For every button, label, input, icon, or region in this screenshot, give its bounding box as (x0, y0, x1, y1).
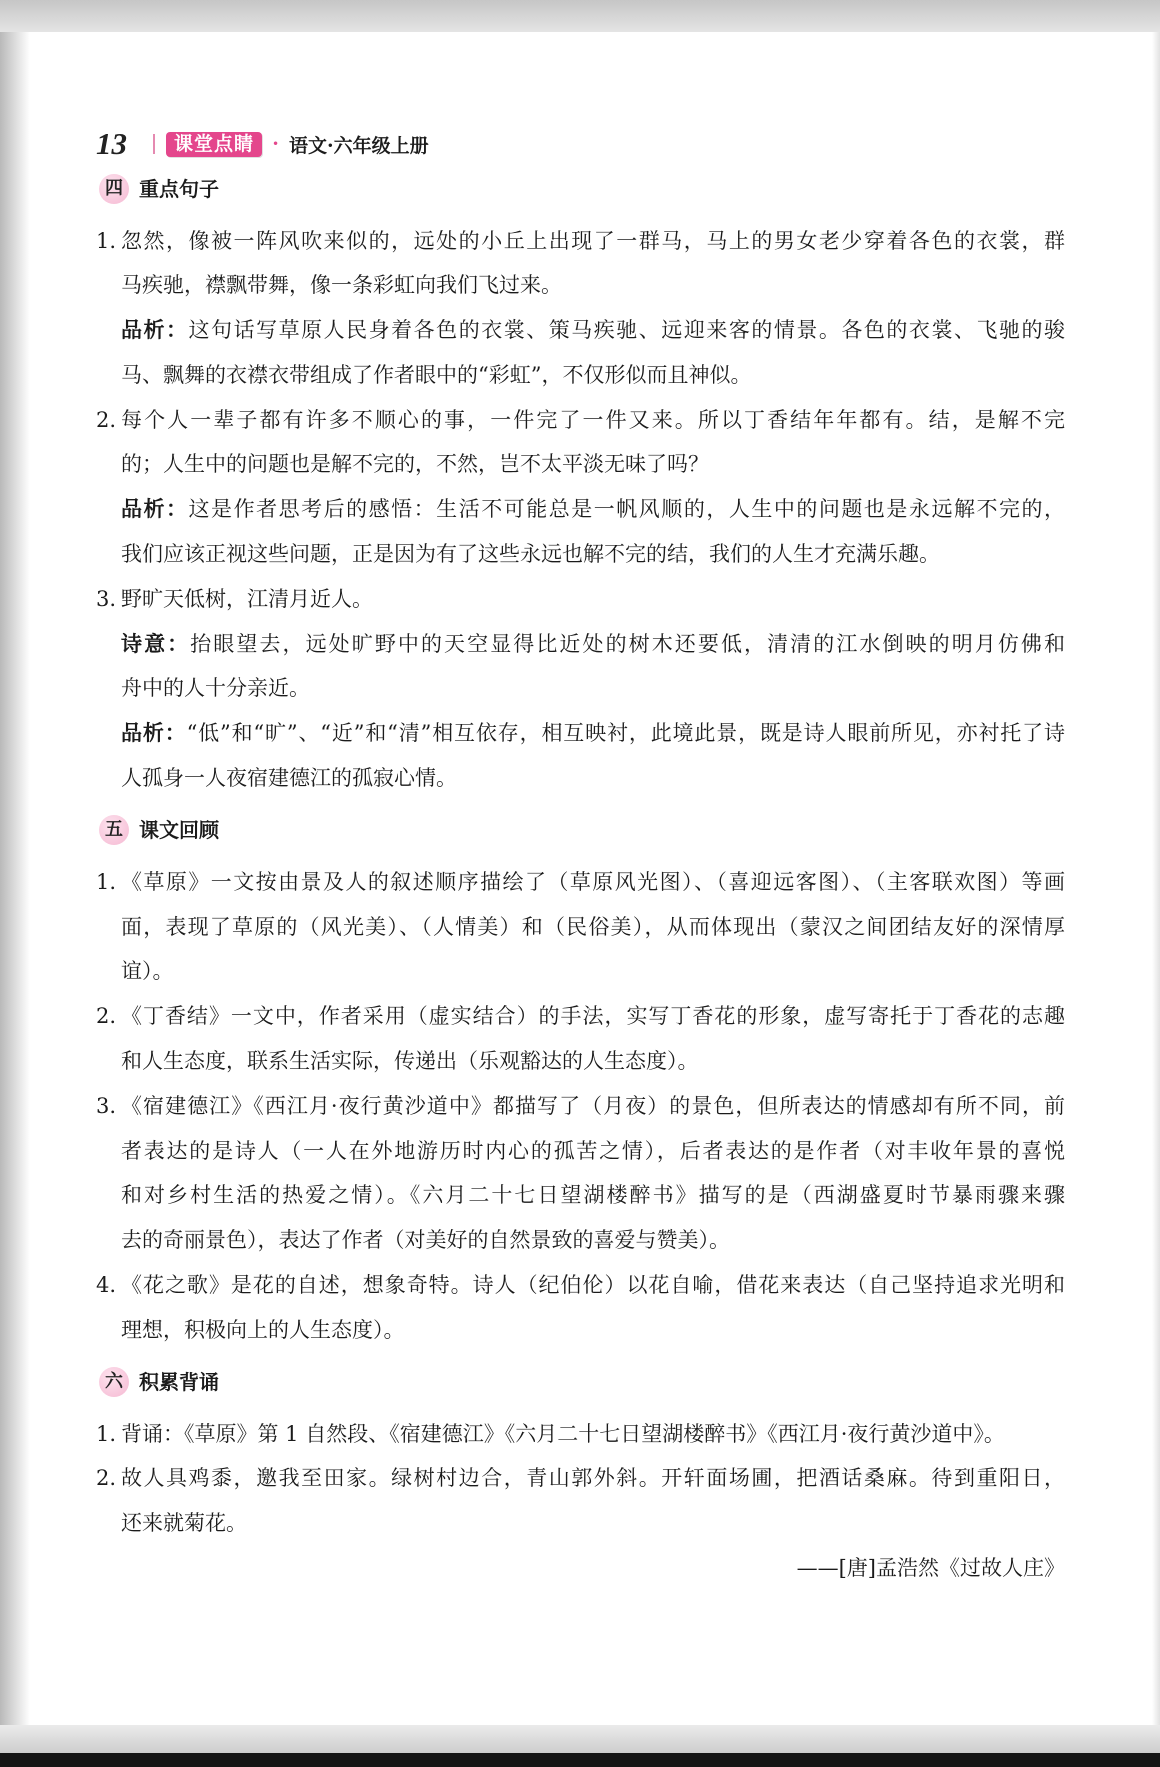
section-block (96, 801, 1065, 1353)
line-text: 谊）。 (121, 959, 174, 984)
line-text: 和对乡村生活的热爱之情）。《六月二十七日望湖楼醉书》描写的是（西湖盛夏时节暴雨骤来骤 (121, 1183, 1065, 1208)
line-text-block (121, 1412, 1065, 1457)
page-right-edge (1152, 32, 1160, 1725)
page-number: 13 (96, 126, 127, 161)
line-text: 马、飘舞的衣襟衣带组成了作者眼中的“彩虹”，不仅形似而且神似。 (121, 362, 752, 387)
line-text: 这句话写草原人民身着各色的衣裳、策马疾驰、远迎来客的情景。各色的衣裳、飞驰的骏 (188, 318, 1066, 343)
text-line (96, 622, 1065, 667)
section-number-badge: 五 (99, 815, 129, 845)
line-text-block (121, 442, 1065, 487)
text-line (96, 263, 1065, 308)
text-line (96, 1218, 1065, 1263)
line-text: 忽然，像被一阵风吹来似的，远处的小丘上出现了一群马，马上的男女老少穿着各色的衣裳，群 (121, 228, 1065, 253)
item-number: 3. (96, 1093, 117, 1118)
section-number-badge: 四 (99, 174, 129, 204)
line-text-block (121, 263, 1065, 308)
item-number: 2. (96, 1004, 117, 1029)
running-header (96, 126, 429, 162)
text-line (96, 860, 1065, 905)
line-text: 故人具鸡黍，邀我至田家。绿树村边合，青山郭外斜。开轩面场圃，把酒话桑麻。待到重阳日， (121, 1466, 1065, 1491)
line-text-block (121, 1084, 1065, 1129)
text-line (96, 532, 1065, 577)
line-text: 马疾驰，襟飘带舞，像一条彩虹向我们飞过来。 (121, 273, 562, 298)
header-separator (153, 134, 155, 154)
text-line (96, 1173, 1065, 1218)
line-text: 每个人一辈子都有许多不顺心的事，一件完了一件又来。所以丁香结年年都有。结，是解不完 (121, 407, 1065, 432)
text-line (96, 1129, 1065, 1174)
section-title: 积累背诵 (139, 1369, 219, 1394)
lesson-badge: 课堂点睛 (166, 132, 262, 157)
line-text-block (121, 994, 1065, 1039)
item-number: 1. (96, 228, 117, 253)
line-text-block (121, 398, 1065, 443)
text-line (96, 1039, 1065, 1084)
line-text-block (121, 1173, 1065, 1218)
line-text: 去的奇丽景色），表达了作者（对美好的自然景致的喜爱与赞美）。 (121, 1228, 730, 1253)
text-line (96, 353, 1065, 398)
attribution-line (96, 1546, 1065, 1591)
line-text-block (121, 577, 1065, 622)
line-text-block (121, 622, 1065, 667)
text-line (96, 905, 1065, 950)
page-gutter-shadow (0, 32, 30, 1725)
line-text: 《花之歌》是花的自述，想象奇特。诗人（纪伯伦）以花自喻，借花来表达（自己坚持追求光明和 (121, 1273, 1065, 1298)
line-text: 舟中的人十分亲近。 (121, 676, 310, 701)
line-text-block (121, 1129, 1065, 1174)
line-text-block (121, 756, 1065, 801)
line-text: 背诵：《草原》第 1 自然段、《宿建德江》《六月二十七日望湖楼醉书》《西江月·夜行黄沙道中》。 (121, 1421, 1005, 1446)
line-text: 抬眼望去，远处旷野中的天空显得比近处的树木还要低，清清的江水倒映的明月仿佛和 (190, 631, 1066, 656)
text-line (96, 487, 1065, 532)
text-line (96, 711, 1065, 756)
section-block (96, 160, 1065, 801)
item-number: 1. (96, 869, 117, 894)
line-text: 者表达的是诗人（一人在外地游历时内心的孤苦之情），后者表达的是作者（对丰收年景的喜悦 (121, 1138, 1065, 1163)
page-content (96, 160, 1065, 1591)
line-text-block (121, 860, 1065, 905)
line-text: 还来就菊花。 (121, 1511, 247, 1536)
section-block (96, 1353, 1065, 1591)
item-number: 1. (96, 1421, 117, 1446)
item-number: 4. (96, 1273, 117, 1298)
header-dot: · (272, 133, 279, 155)
item-number: 2. (96, 407, 117, 432)
line-text-block (121, 949, 1065, 994)
subject-label: 语文·六年级上册 (289, 134, 429, 157)
line-text-block (121, 1218, 1065, 1263)
line-text-block (121, 532, 1065, 577)
attribution: ——[唐]孟浩然《过故人庄》 (796, 1556, 1065, 1581)
section-number-badge: 六 (99, 1367, 129, 1397)
line-text: 和人生态度，联系生活实际，传递出（乐观豁达的人生态度）。 (121, 1049, 699, 1074)
text-line (96, 1501, 1065, 1546)
analysis-label: 品析： (121, 720, 187, 746)
line-text: 野旷天低树，江清月近人。 (121, 586, 373, 611)
line-text-block (121, 1039, 1065, 1084)
scan-bottom-bar (0, 1753, 1160, 1767)
line-text-block (121, 711, 1065, 756)
text-line (96, 949, 1065, 994)
text-line (96, 398, 1065, 443)
line-text: “低”和“旷”、“近”和“清”相互依存，相互映衬，此境此景，既是诗人眼前所见，亦衬托了诗 (186, 721, 1066, 746)
item-number: 3. (96, 586, 117, 611)
text-line (96, 1308, 1065, 1353)
line-text: 《宿建德江》《西江月·夜行黄沙道中》都描写了（月夜）的景色，但所表达的情感却有所不同，前 (121, 1093, 1065, 1118)
scan-top-border (0, 0, 1160, 32)
line-text-block (121, 666, 1065, 711)
line-text: 我们应该正视这些问题，正是因为有了这些永远也解不完的结，我们的人生才充满乐趣。 (121, 542, 940, 567)
line-text-block (121, 1456, 1065, 1501)
text-line (96, 577, 1065, 622)
line-text: 这是作者思考后的感悟：生活不可能总是一帆风顺的，人生中的问题也是永远解不完的， (188, 497, 1066, 522)
line-text: 理想，积极向上的人生态度）。 (121, 1317, 405, 1342)
text-line (96, 1456, 1065, 1501)
line-text: 《草原》一文按由景及人的叙述顺序描绘了（草原风光图）、（喜迎远客图）、（主客联欢图）等画 (121, 869, 1065, 894)
line-text-block (121, 353, 1065, 398)
text-line (96, 1263, 1065, 1308)
line-text-block (121, 905, 1065, 950)
line-text-block (121, 308, 1065, 353)
section-title: 课文回顾 (139, 817, 219, 842)
item-number: 2. (96, 1466, 117, 1491)
line-text-block (121, 1263, 1065, 1308)
text-line (96, 442, 1065, 487)
line-text: 的；人生中的问题也是解不完的，不然，岂不太平淡无味了吗？ (121, 452, 709, 477)
line-text: 人孤身一人夜宿建德江的孤寂心情。 (121, 766, 457, 791)
text-line (96, 308, 1065, 353)
analysis-label: 诗意： (121, 630, 191, 656)
line-text-block (121, 1308, 1065, 1353)
line-text-block (121, 1501, 1065, 1546)
text-line (96, 219, 1065, 264)
section-header (96, 801, 1065, 860)
scan-bottom-border (0, 1725, 1160, 1753)
text-line (96, 994, 1065, 1039)
analysis-label: 品析： (121, 496, 189, 522)
section-title: 重点句子 (139, 176, 219, 201)
text-line (96, 756, 1065, 801)
section-header (96, 160, 1065, 219)
text-line (96, 1412, 1065, 1457)
line-text: 面，表现了草原的（风光美）、（人情美）和（民俗美），从而体现出（蒙汉之间团结友好的深情厚 (121, 914, 1065, 939)
section-header (96, 1353, 1065, 1412)
text-line (96, 1084, 1065, 1129)
line-text-block (121, 219, 1065, 264)
text-line (96, 666, 1065, 711)
analysis-label: 品析： (121, 317, 189, 343)
line-text-block (121, 487, 1065, 532)
line-text: 《丁香结》一文中，作者采用（虚实结合）的手法，实写丁香花的形象，虚写寄托于丁香花的志趣 (121, 1004, 1065, 1029)
